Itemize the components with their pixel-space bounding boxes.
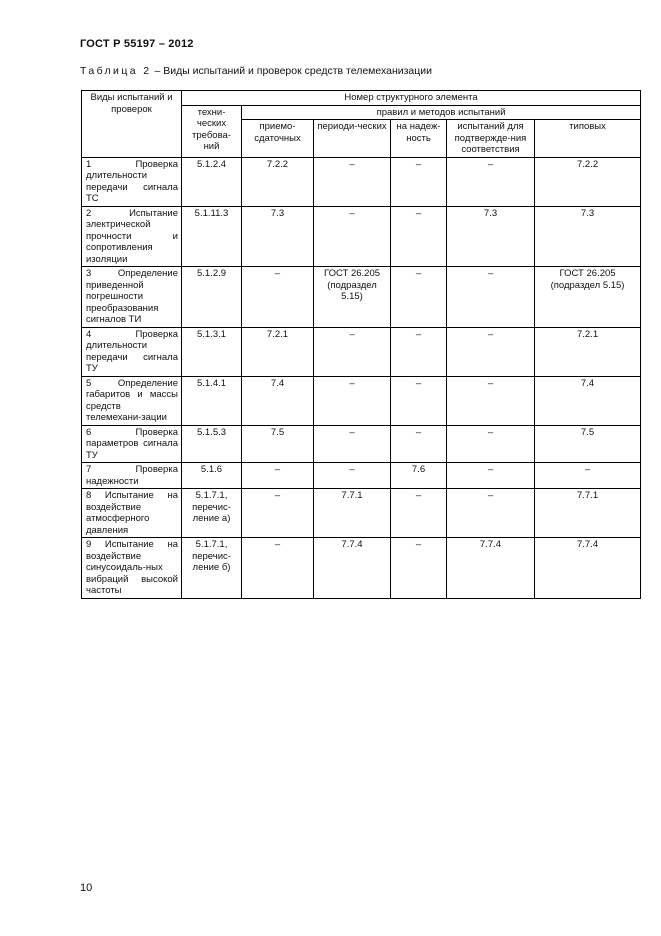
table-row [82, 267, 641, 328]
header-type: типовых [535, 120, 641, 158]
cell-type: ГОСТ 26.205 (подраздел 5.15) [535, 267, 641, 328]
cell-accept: – [242, 489, 314, 538]
cell-period: – [314, 376, 391, 425]
cell-tech: 5.1.7.1, перечис-ление а) [182, 489, 242, 538]
cell-reliab: – [391, 327, 447, 376]
table-row [82, 206, 641, 267]
cell-tech: 5.1.2.9 [182, 267, 242, 328]
header-kinds: Виды испытаний и проверок [82, 91, 182, 158]
cell-confirm: – [447, 376, 535, 425]
row-name: 1 Проверка длительности передачи сигнала ТС [82, 157, 182, 206]
cell-accept: 7.3 [242, 206, 314, 267]
row-name: 2 Испытание электрической прочности и сопротивления изоляции [82, 206, 182, 267]
cell-confirm: – [447, 463, 535, 489]
cell-tech: 5.1.6 [182, 463, 242, 489]
cell-confirm: 7.7.4 [447, 538, 535, 599]
cell-confirm: 7.3 [447, 206, 535, 267]
cell-confirm: – [447, 267, 535, 328]
table-row [82, 463, 641, 489]
header-period: периоди-ческих [314, 120, 391, 158]
cell-period: – [314, 463, 391, 489]
row-name: 9 Испытание на воздействие синусоидаль-ных вибраций высокой частоты [82, 538, 182, 599]
cell-accept: 7.2.1 [242, 327, 314, 376]
cell-type: 7.3 [535, 206, 641, 267]
header-rules: правил и методов испытаний [242, 105, 641, 120]
table-caption [80, 65, 432, 77]
row-name: 4 Проверка длительности передачи сигнала ТУ [82, 327, 182, 376]
tests-table [81, 90, 641, 599]
cell-type: 7.4 [535, 376, 641, 425]
row-name: 7 Проверка надежности [82, 463, 182, 489]
cell-period: – [314, 157, 391, 206]
cell-confirm: – [447, 157, 535, 206]
cell-confirm: – [447, 489, 535, 538]
cell-tech: 5.1.5.3 [182, 425, 242, 463]
header-accept: приемо-сдаточных [242, 120, 314, 158]
cell-accept: 7.5 [242, 425, 314, 463]
cell-accept: – [242, 463, 314, 489]
cell-type: 7.7.1 [535, 489, 641, 538]
cell-period: 7.7.4 [314, 538, 391, 599]
cell-tech: 5.1.3.1 [182, 327, 242, 376]
row-name: 3 Определение приведенной погрешности преобразования сигналов ТИ [82, 267, 182, 328]
table-row [82, 489, 641, 538]
cell-type: 7.2.2 [535, 157, 641, 206]
cell-reliab: – [391, 206, 447, 267]
row-name: 5 Определение габаритов и массы средств телемехани-зации [82, 376, 182, 425]
cell-period: – [314, 327, 391, 376]
page-number: 10 [80, 882, 93, 894]
cell-tech: 5.1.11.3 [182, 206, 242, 267]
table-caption-text: – Виды испытаний и проверок средств телемеханизации [151, 65, 433, 77]
row-name: 6 Проверка параметров сигнала ТУ [82, 425, 182, 463]
document-code: ГОСТ Р 55197 – 2012 [80, 38, 194, 50]
cell-reliab: – [391, 489, 447, 538]
cell-reliab: – [391, 376, 447, 425]
cell-accept: 7.2.2 [242, 157, 314, 206]
cell-confirm: – [447, 425, 535, 463]
header-reliab: на надеж-ность [391, 120, 447, 158]
cell-type: 7.5 [535, 425, 641, 463]
cell-period: – [314, 425, 391, 463]
cell-accept: – [242, 267, 314, 328]
cell-tech: 5.1.2.4 [182, 157, 242, 206]
cell-reliab: – [391, 425, 447, 463]
cell-tech: 5.1.7.1, перечис-ление б) [182, 538, 242, 599]
header-confirm: испытаний для подтвержде-ния соответствия [447, 120, 535, 158]
cell-reliab: – [391, 538, 447, 599]
cell-reliab: – [391, 157, 447, 206]
cell-period: ГОСТ 26.205 (подраздел 5.15) [314, 267, 391, 328]
row-name: 8 Испытание на воздействие атмосферного давления [82, 489, 182, 538]
cell-period: – [314, 206, 391, 267]
header-number: Номер структурного элемента [182, 91, 641, 106]
cell-reliab: 7.6 [391, 463, 447, 489]
table-row [82, 157, 641, 206]
cell-reliab: – [391, 267, 447, 328]
cell-type: 7.2.1 [535, 327, 641, 376]
header-tech: техни-ческих требова-ний [182, 105, 242, 157]
cell-accept: – [242, 538, 314, 599]
table-caption-label: Таблица 2 [80, 65, 152, 77]
cell-tech: 5.1.4.1 [182, 376, 242, 425]
cell-confirm: – [447, 327, 535, 376]
table-row [82, 538, 641, 599]
table-row [82, 425, 641, 463]
cell-period: 7.7.1 [314, 489, 391, 538]
table-row [82, 327, 641, 376]
cell-type: – [535, 463, 641, 489]
cell-accept: 7.4 [242, 376, 314, 425]
table-row [82, 376, 641, 425]
cell-type: 7.7.4 [535, 538, 641, 599]
